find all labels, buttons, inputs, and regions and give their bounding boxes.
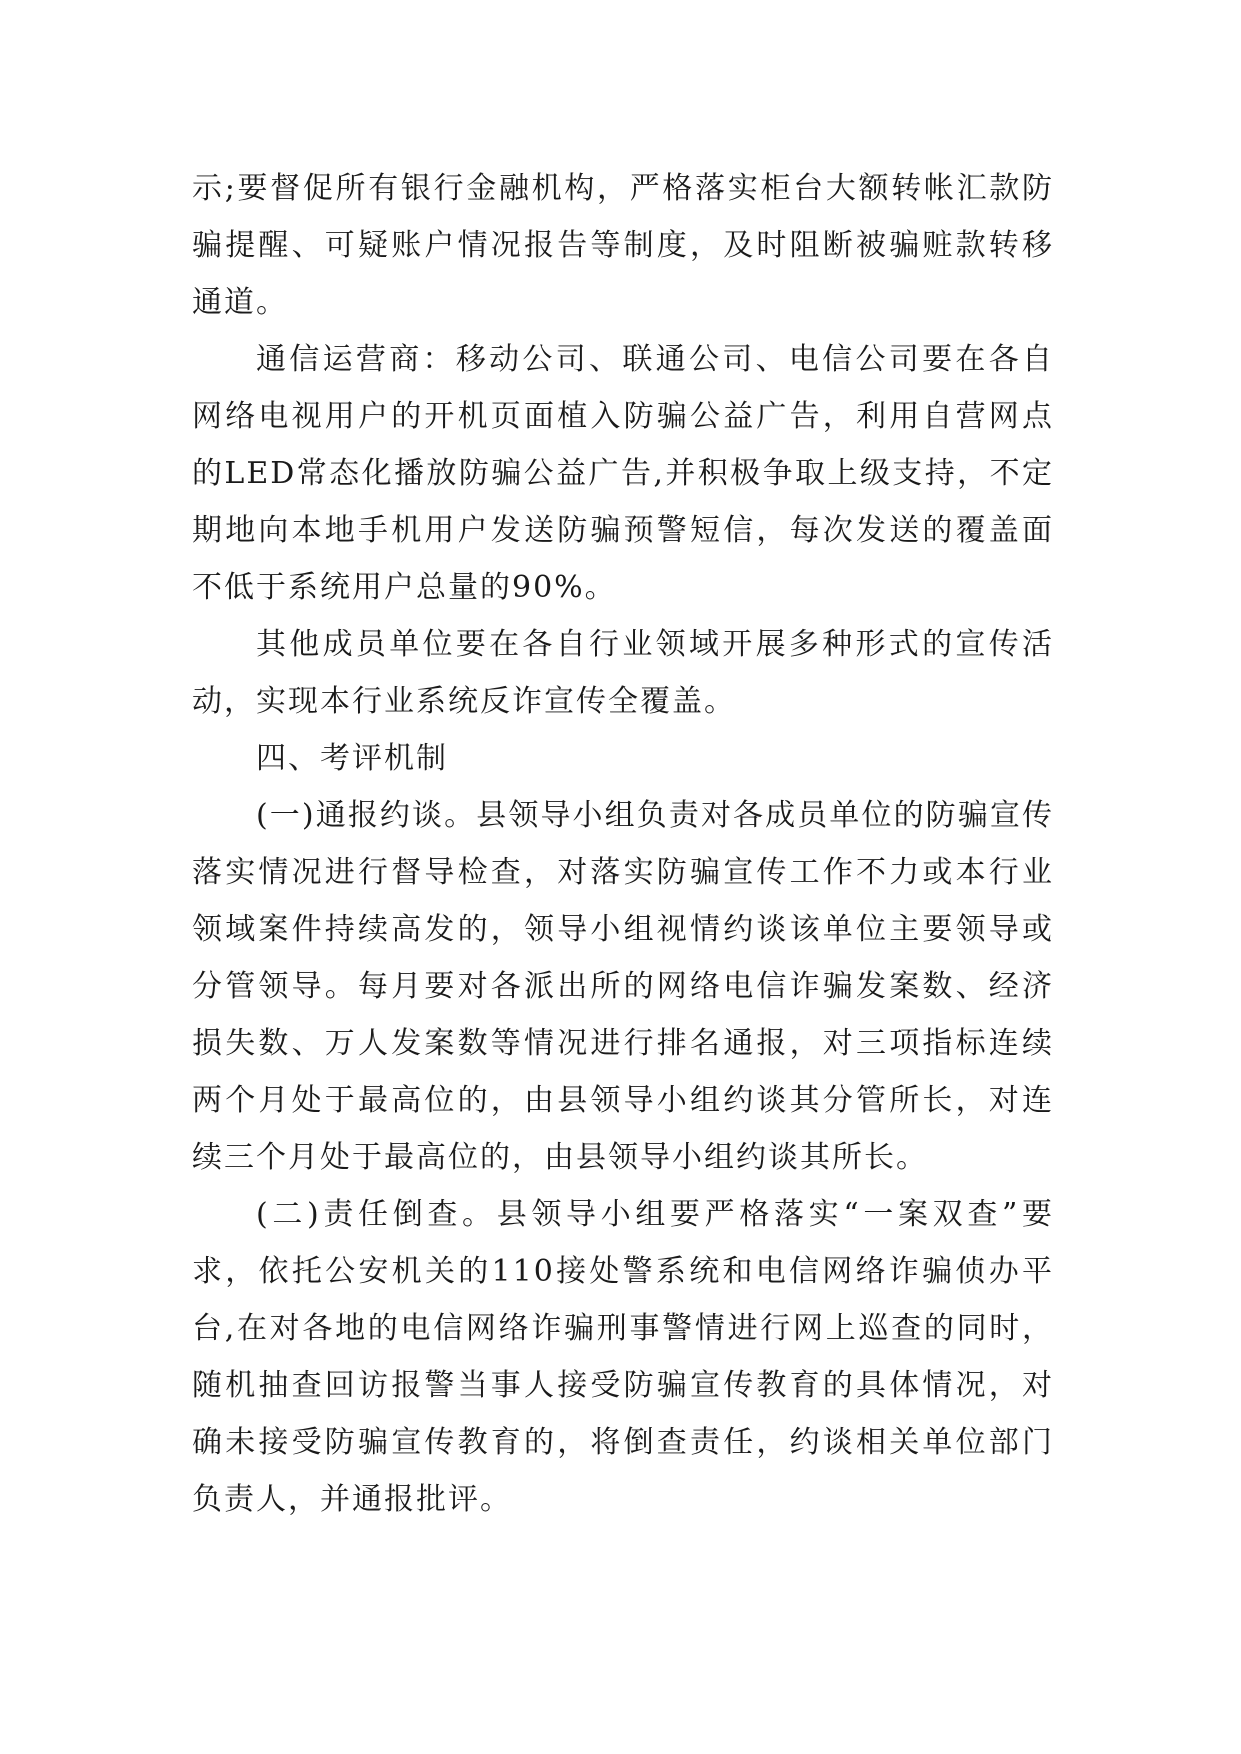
paragraph-notification-interview: (一)通报约谈。县领导小组负责对各成员单位的防骗宣传落实情况进行督导检查，对落实防骗宣传工作不力或本行业领域案件持续高发的，领导小组视情约谈该单位主要领导或分管领导。每月要对各派出所的网络电信诈骗发案数、经济损失数、万人发案数等情况进行排名通报，对三项指标连续两个月处于最高位的，由县领导小组约谈其分管所长，对连续三个月处于最高位的，由县领导小组约谈其所长。 — [192, 798, 1054, 1175]
paragraph-telecom-operators: 通信运营商：移动公司、联通公司、电信公司要在各自网络电视用户的开机页面植入防骗公益广告，利用自营网点的LED常态化播放防骗公益广告,并积极争取上级支持，不定期地向本地手机用户发送防骗预警短信，每次发送的覆盖面不低于系统用户总量的90%。 — [192, 342, 1054, 605]
paragraph-continuation: 示;要督促所有银行金融机构，严格落实柜台大额转帐汇款防骗提醒、可疑账户情况报告等制度，及时阻断被骗赃款转移通道。 — [192, 171, 1054, 320]
section-heading-evaluation: 四、考评机制 — [256, 741, 448, 776]
document-body — [192, 160, 1054, 1528]
paragraph-accountability: (二)责任倒查。县领导小组要严格落实“一案双查”要求，依托公安机关的110接处警系统和电信网络诈骗侦办平台,在对各地的电信网络诈骗刑事警情进行网上巡查的同时，随机抽查回访报警当事人接受防骗宣传教育的具体情况，对确未接受防骗宣传教育的，将倒查责任，约谈相关单位部门负责人，并通报批评。 — [192, 1197, 1054, 1517]
paragraph-other-units: 其他成员单位要在各自行业领域开展多种形式的宣传活动，实现本行业系统反诈宣传全覆盖。 — [192, 627, 1054, 719]
